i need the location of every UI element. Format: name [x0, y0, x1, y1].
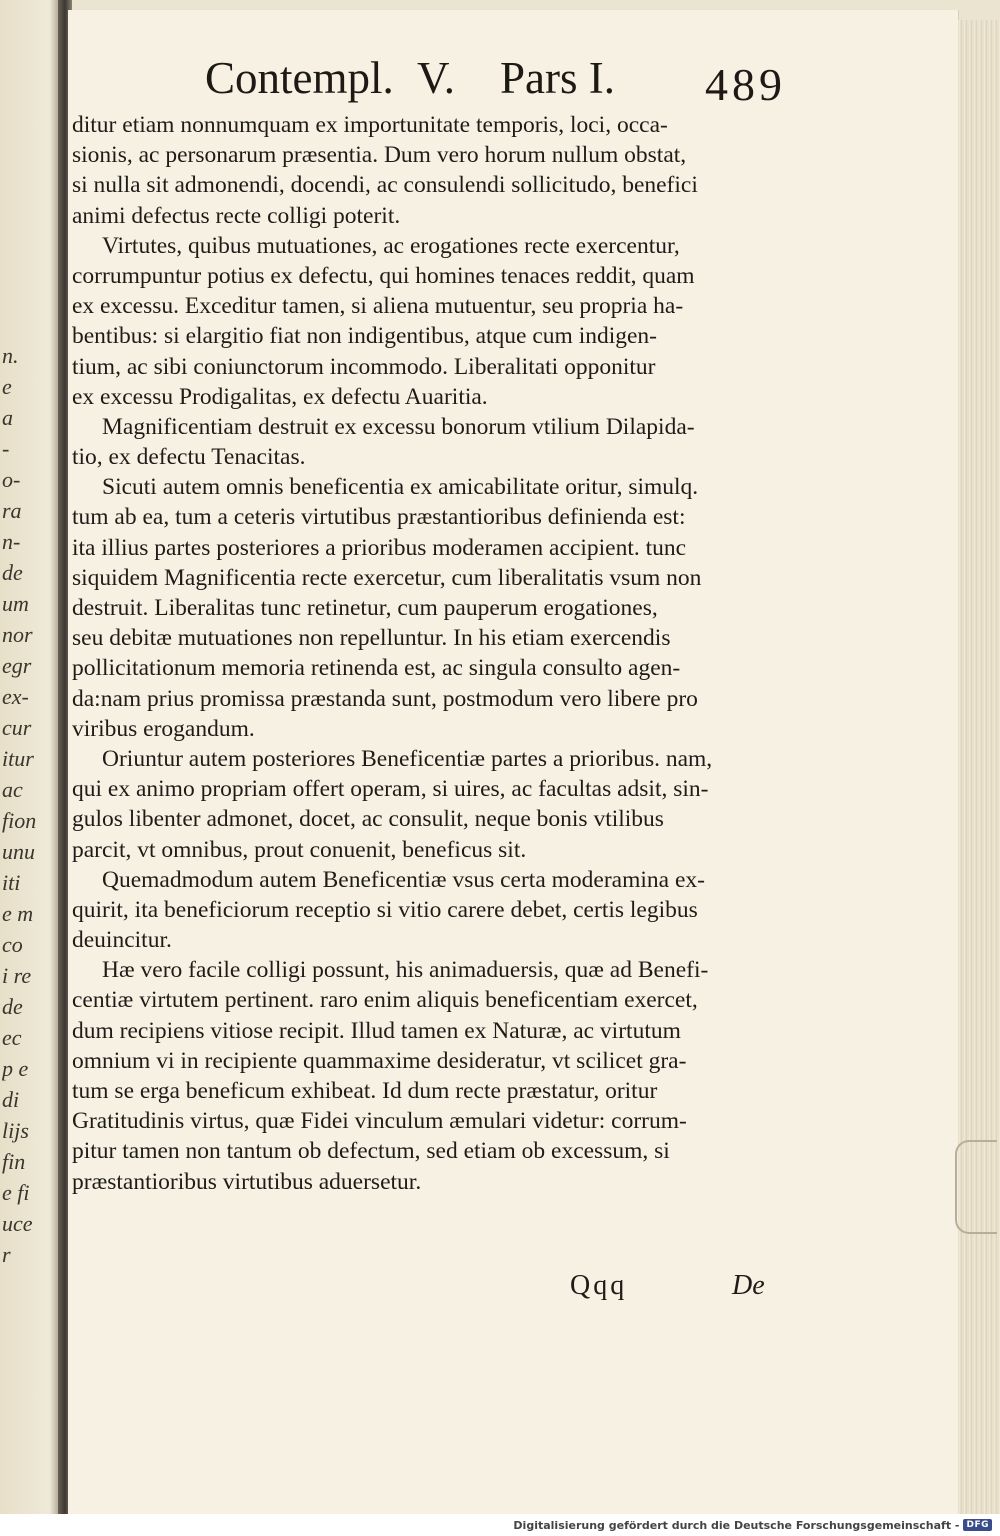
margin-fragment: a	[2, 405, 13, 430]
text-line: ex excessu. Exceditur tamen, si aliena mutuentur, seu propria ha-	[72, 293, 684, 320]
text-line: dum recipiens vitiose recipit. Illud tamen ex Naturæ, ac virtutum	[72, 1017, 681, 1044]
margin-fragment: cur	[2, 715, 32, 740]
margin-fragment: ac	[2, 777, 23, 802]
text-line: da:nam prius promissa præstanda sunt, postmodum vero libere pro	[72, 685, 698, 712]
margin-fragment: de	[2, 560, 23, 585]
body-text	[72, 110, 812, 1197]
credit-text: Digitalisierung gefördert durch die Deutsche Forschungsgemeinschaft -	[513, 1518, 960, 1532]
margin-fragment: i re	[2, 963, 32, 988]
margin-fragment: itur	[2, 746, 34, 771]
page-footer	[570, 1270, 810, 1310]
text-line: bentibus: si elargitio fiat non indigentibus, atque cum indigen-	[72, 323, 658, 350]
text-line: animi defectus recte colligi poterit.	[72, 202, 401, 229]
text-line: deuincitur.	[72, 927, 172, 954]
text-line: destruit. Liberalitas tunc retinetur, cum pauperum erogationes,	[72, 595, 658, 621]
text-line: pitur tamen non tantum ob defectum, sed etiam ob excessum, si	[72, 1138, 670, 1165]
margin-fragment: um	[2, 591, 29, 616]
text-line: si nulla sit admonendi, docendi, ac consulendi sollicitudo, benefici	[72, 172, 698, 199]
margin-fragment: iti	[2, 870, 21, 895]
page-number: 489	[705, 59, 786, 110]
text-line: præstantioribus virtutibus aduersetur.	[72, 1168, 422, 1195]
left-margin-fragments	[2, 340, 52, 1270]
text-line: seu debitæ mutuationes non repelluntur. In his etiam exercendis	[72, 625, 671, 652]
text-line: tium, ac sibi coniunctorum incommodo. Liberalitati opponitur	[72, 353, 656, 380]
margin-fragment: fion	[2, 808, 37, 833]
margin-fragment: nor	[2, 622, 33, 647]
text-line: qui ex animo propriam offert operam, si uires, ac facultas adsit, sin-	[72, 776, 709, 803]
text-line: siquidem Magnificentia recte exercetur, cum liberalitatis vsum non	[72, 564, 702, 591]
margin-fragment: uce	[2, 1211, 33, 1236]
margin-fragment: ex-	[2, 684, 29, 709]
text-line: tum ab ea, tum a ceteris virtutibus præstantioribus definienda est:	[72, 504, 686, 531]
text-line: ex excessu Prodigalitas, ex defectu Auaritia.	[72, 383, 488, 410]
margin-fragment: lijs	[2, 1118, 29, 1143]
left-page-edge	[0, 0, 62, 1514]
text-line: quirit, ita beneficiorum receptio si vitio carere debet, certis legibus	[72, 896, 698, 923]
margin-fragment: n-	[2, 529, 21, 554]
margin-fragment: fin	[2, 1149, 26, 1174]
text-line: centiæ virtutem pertinent. raro enim aliquis beneficentiam exercet,	[72, 987, 698, 1014]
text-line: parcit, vt omnibus, prout conuenit, beneficus sit.	[72, 836, 527, 863]
text-line: tio, ex defectu Tenacitas.	[72, 444, 306, 471]
text-line: sionis, ac personarum præsentia. Dum vero horum nullum obstat,	[72, 142, 687, 169]
margin-fragment: o-	[2, 467, 21, 492]
header-part: Pars I.	[500, 53, 615, 103]
margin-fragment: e fi	[2, 1180, 30, 1205]
text-line: Hæ vero facile colligi possunt, his animaduersis, quæ ad Benefi-	[102, 957, 709, 984]
page-stack-edge	[958, 20, 1000, 1514]
text-line: Gratitudinis virtus, quæ Fidei vinculum æmulari videtur: corrum-	[72, 1108, 687, 1135]
margin-fragment: unu	[2, 839, 35, 864]
margin-fragment: p e	[2, 1056, 29, 1081]
text-line: viribus erogandum.	[72, 715, 255, 742]
catchword: De	[732, 1270, 765, 1301]
header-section: V.	[417, 53, 455, 103]
header-title: Contempl.	[205, 53, 394, 103]
text-line: corrumpuntur potius ex defectu, qui homines tenaces reddit, quam	[72, 262, 695, 289]
text-line: Sicuti autem omnis beneficentia ex amicabilitate oritur, simulq.	[102, 474, 699, 501]
margin-fragment: ra	[2, 498, 22, 523]
dfg-logo-icon: DFG	[963, 1519, 992, 1531]
signature-mark: Qqq	[570, 1270, 628, 1301]
funding-credit	[513, 1517, 992, 1533]
text-line: omnium vi in recipiente quammaxime desideratur, vt scilicet gra-	[72, 1047, 687, 1074]
digitization-footer	[0, 1514, 1000, 1536]
page-tab-mark	[955, 1140, 997, 1234]
margin-fragment: ec	[2, 1025, 22, 1050]
text-line: Quemadmodum autem Beneficentiæ vsus certa moderamina ex-	[102, 866, 705, 893]
text-line: Oriuntur autem posteriores Beneficentiæ partes a prioribus. nam,	[102, 745, 713, 772]
text-line: Virtutes, quibus mutuationes, ac erogationes recte exercentur,	[102, 232, 680, 259]
text-line: ditur etiam nonnumquam ex importunitate temporis, loci, occa-	[72, 112, 668, 138]
margin-fragment: egr	[2, 653, 32, 678]
margin-fragment: n.	[2, 343, 19, 368]
text-line: Magnificentiam destruit ex excessu bonorum vtilium Dilapida-	[102, 413, 695, 440]
margin-fragment: e m	[2, 901, 34, 926]
margin-fragment: -	[2, 436, 10, 461]
text-line: ita illius partes posteriores a prioribus moderamen accipient. tunc	[72, 534, 687, 561]
margin-fragment: di	[2, 1087, 20, 1112]
margin-fragment: de	[2, 994, 23, 1019]
text-line: tum se erga beneficum exhibeat. Id dum recte præstatur, oritur	[72, 1078, 658, 1104]
margin-fragment: co	[2, 932, 23, 957]
margin-fragment: e	[2, 374, 12, 399]
text-line: pollicitationum memoria retinenda est, ac singula consulto agen-	[72, 655, 681, 682]
margin-fragment: r	[2, 1242, 11, 1267]
text-line: gulos libenter admonet, docet, ac consulit, neque bonis vtilibus	[72, 806, 664, 833]
running-header	[205, 52, 805, 110]
